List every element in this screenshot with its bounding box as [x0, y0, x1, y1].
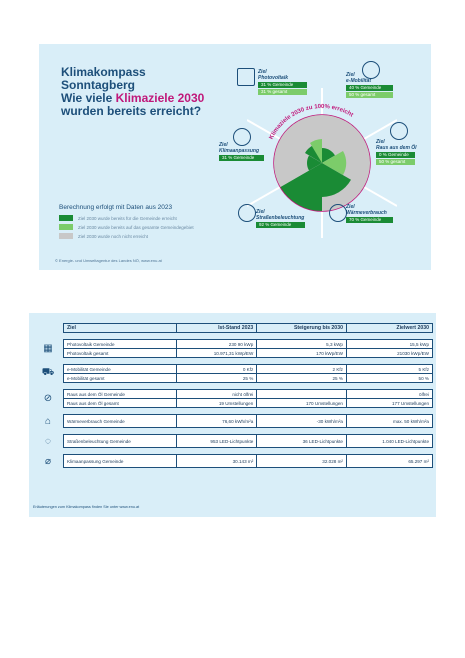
table-cell: 0 Kfz: [177, 365, 257, 374]
table-cell: 30.143 m²: [177, 455, 257, 468]
goals-table-card: [29, 313, 436, 517]
legend: [59, 204, 194, 242]
table-header: [33, 324, 433, 333]
col-header: Ist-Stand 2023: [177, 324, 257, 333]
table-cell: Raus aus dem Öl Gemeinde: [64, 390, 177, 399]
table-cell: Klimaanpassung Gemeinde: [64, 455, 177, 468]
table-cell: 21030 kWp/EW: [346, 349, 432, 358]
table-cell: Photovoltaik gesamt: [64, 349, 177, 358]
legend-item: Ziel 2030 wurde bereits auf das gesamte Gemeindegebiet: [59, 224, 194, 230]
house-icon: [329, 204, 347, 222]
house-icon: ⌂: [44, 415, 52, 427]
infographic-title: [61, 66, 204, 118]
table-cell: 15,5 kWp: [346, 340, 432, 349]
table-cell: 1.040 LED-Lichtpunkte: [346, 435, 432, 448]
legend-item: Ziel 2030 wurde noch nicht erreicht: [59, 233, 194, 239]
bulb-icon: ◌: [45, 435, 51, 447]
table-row: [33, 374, 433, 383]
table-cell: ölfrei: [346, 390, 432, 399]
goal-heat: Ziel Wärmeverbrauch 70 % Gemeinde: [346, 204, 393, 223]
col-header: Ziel: [64, 324, 177, 333]
table-cell: 19 Umstellungen: [177, 399, 257, 408]
goal-street: Ziel Straßenbeleuchtung 92 % Gemeinde: [256, 209, 305, 227]
table-footnote: Erläuterungen zum Klimakompass finden Sie unter www.enu.at: [33, 505, 140, 509]
table-cell: Straßenbeleuchtung Gemeinde: [64, 435, 177, 448]
col-header: Zielwert 2030: [346, 324, 432, 333]
table-cell: 230 90 kWp: [177, 340, 257, 349]
table-cell: 953 LED-Lichtpunkte: [177, 435, 257, 448]
legend-head: Berechnung erfolgt mit Daten aus 2023: [59, 204, 173, 211]
question-line-2: wurden bereits erreicht?: [61, 104, 202, 118]
table-cell: 2 Kfz: [257, 365, 347, 374]
question-line-1: Wie viele Klimaziele 2030: [61, 91, 205, 105]
leaf-icon: [233, 128, 251, 146]
col-header: Steigerung bis 2030: [257, 324, 347, 333]
no-oil-icon: ⊘: [43, 393, 53, 404]
table-row: [33, 349, 433, 358]
car-icon: [362, 61, 380, 79]
table-row: [33, 390, 433, 399]
goals-table: [33, 323, 433, 468]
table-cell: 177 Umstellungen: [346, 399, 432, 408]
table-cell: 36 LED-Lichtpunkte: [257, 435, 347, 448]
table-cell: 32.028 m²: [257, 455, 347, 468]
table-cell: 5 Kfz: [346, 365, 432, 374]
leaf-icon: ⌀: [44, 455, 52, 467]
title-line-1: Klimakompass: [61, 65, 146, 79]
no-oil-icon: [390, 122, 408, 140]
table-cell: 170 kWp/EW: [257, 349, 347, 358]
table-cell: 65.297 m²: [346, 455, 432, 468]
table-cell: Wärmeverbrauch Gemeinde: [64, 415, 177, 428]
infographic-card: [39, 44, 431, 270]
ring-label: Klimaziele 2030 zu 100% erreicht: [268, 104, 354, 141]
table-row: [33, 365, 433, 374]
table-cell: e-Mobilität gesamt: [64, 374, 177, 383]
table-cell: [257, 390, 347, 399]
table-row: [33, 340, 433, 349]
table-cell: Photovoltaik Gemeinde: [64, 340, 177, 349]
bulb-icon: [238, 204, 256, 222]
table-cell: 25 %: [257, 374, 347, 383]
legend-item: Ziel 2030 wurde bereits für die Gemeinde erreicht: [59, 215, 194, 221]
table-cell: 50 %: [346, 374, 432, 383]
table-cell: 170 Umstellungen: [257, 399, 347, 408]
table-cell: 76,60 kWh/m²a: [177, 415, 257, 428]
table-cell: max. 50 kWh/m²a: [346, 415, 432, 428]
table-row: [33, 455, 433, 468]
solar-panel-icon: [237, 68, 255, 86]
title-line-2: Sonntagberg: [61, 78, 135, 92]
question-highlight: Klimaziele 2030: [115, 91, 205, 105]
car-icon: ⛟: [41, 367, 55, 378]
goal-climate: Ziel Klimaanpassung 31 % Gemeinde: [219, 142, 264, 161]
table-cell: nicht ölfrei: [177, 390, 257, 399]
table-cell: 10.971,31 kWp/EW: [177, 349, 257, 358]
table-cell: 25 %: [177, 374, 257, 383]
source-note: © Energie- und Umweltagentur des Landes NÖ, www.enu.at: [55, 258, 162, 263]
table-row: [33, 415, 433, 428]
table-cell: e-Mobilität Gemeinde: [64, 365, 177, 374]
table-cell: 5,3 kWp: [257, 340, 347, 349]
table-cell: -30 kWh/m²a: [257, 415, 347, 428]
solar-panel-icon: ▦: [43, 343, 53, 354]
goal-pv: Ziel Photovoltaik 31 % Gemeinde 31 % gesamt: [258, 69, 307, 95]
table-cell: Raus aus dem Öl gesamt: [64, 399, 177, 408]
table-row: [33, 399, 433, 408]
goal-oil: Ziel Raus aus dem Öl 0 % Gemeinde 50 % gesamt: [376, 139, 417, 164]
table-row: [33, 435, 433, 448]
goal-segments: [274, 115, 370, 211]
goal-emob: Ziel e-Mobilität 40 % Gemeinde 50 % gesamt: [346, 72, 393, 98]
